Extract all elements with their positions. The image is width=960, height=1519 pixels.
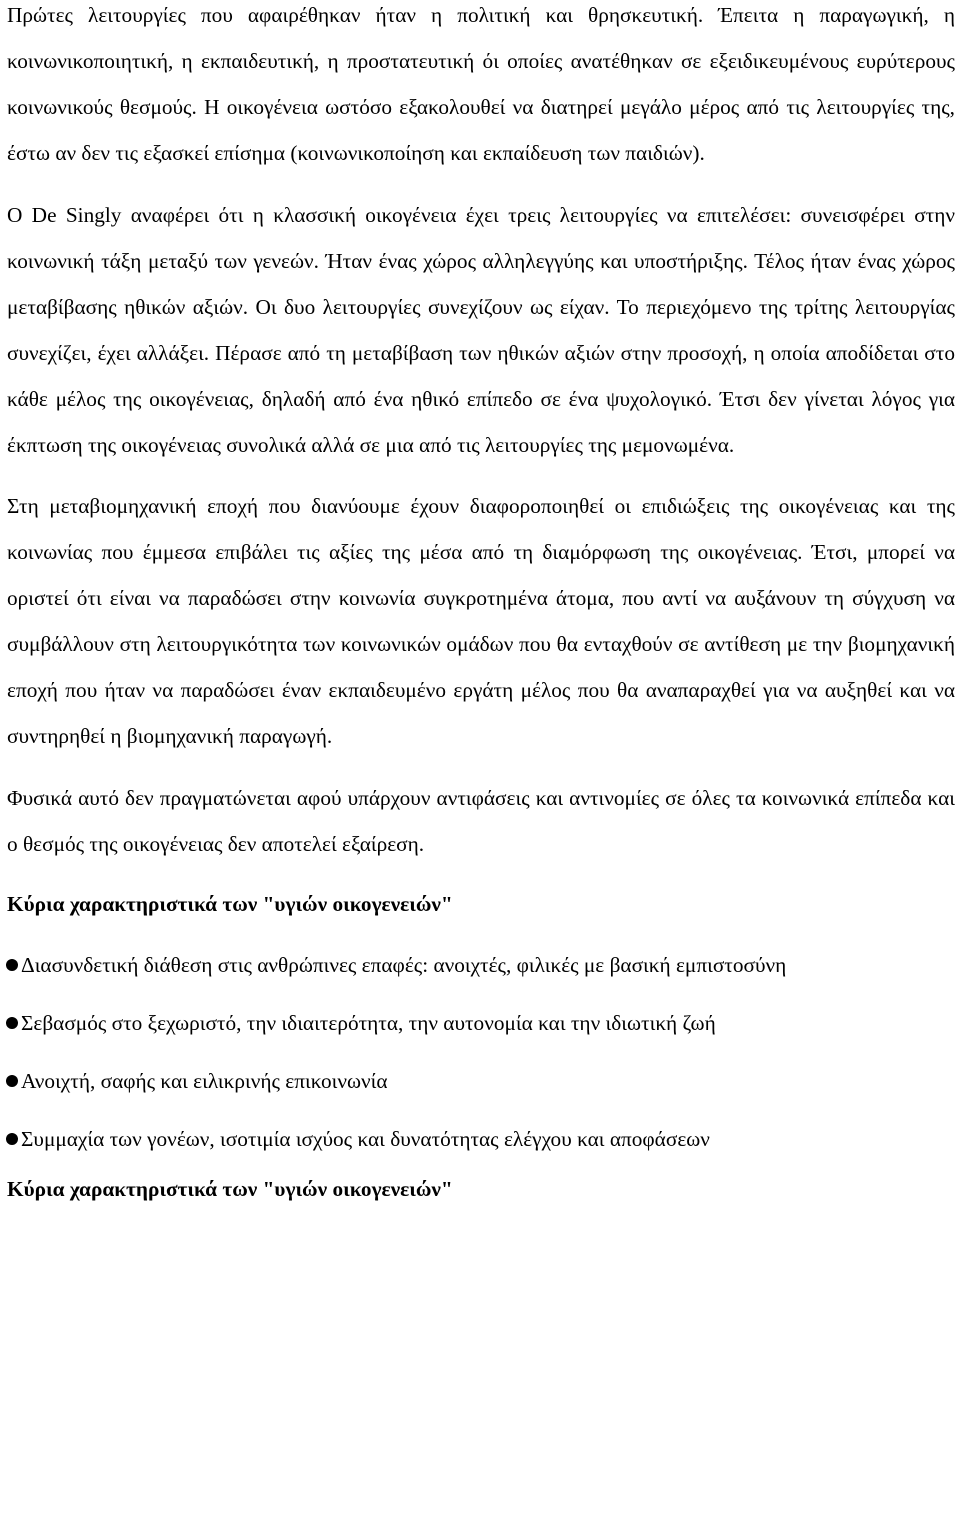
paragraph-contradictions: Φυσικά αυτό δεν πραγματώνεται αφού υπάρχουν αντιφάσεις και αντινομίες σε όλες τα κοινωνικά επίπεδα και ο θεσμός της οικογένειας δεν αποτελεί εξαίρεση. [7,786,955,856]
bullet-icon [6,1133,18,1145]
list-item [7,1116,955,1162]
document-page [7,0,955,1212]
bullet-icon [6,1017,18,1029]
paragraph-de-singly: Ο De Singly αναφέρει ότι η κλασσική οικογένεια έχει τρεις λειτουργίες να επιτελέσει: συνεισφέρει στην κοινωνική τάξη μεταξύ των γενεών. Ήταν ένας χώρος αλληλεγγύης και υποστήριξης. Τέλος ήταν ένας χώρος μεταβίβασης ηθικών αξιών. Οι δυο λειτουργίες συνεχίζουν ως είχαν. Το περιεχόμενο της τρίτης λειτουργίας συνεχίζει, έχει αλλάξει. Πέρασε από τη μεταβίβαση των ηθικών αξιών στην προσοχή, η οποία αποδίδεται στο κάθε μέλος της οικογένειας, δηλαδή από ένα ηθικό επίπεδο σε ένα ψυχολογικό. Έτσι δεν γίνεται λόγος για έκπτωση της οικογένειας συνολικά αλλά σε μια από τις λειτουργίες της μεμονωμένα. [7,203,955,457]
bullet-icon [6,959,18,971]
section-heading-repeat: Κύρια χαρακτηριστικά των "υγιών οικογενειών" [7,1177,453,1201]
list-item [7,942,955,988]
list-item-text: Συμμαχία των γονέων, ισοτιμία ισχύος και δυνατότητας ελέγχου και αποφάσεων [21,1127,710,1151]
list-item [7,1000,955,1046]
list-item-text: Σεβασμός στο ξεχωριστό, την ιδιαιτερότητα, την αυτονομία και την ιδιωτική ζωή [21,1011,716,1035]
characteristics-list [7,942,955,1162]
paragraph-family-functions-removed: Πρώτες λειτουργίες που αφαιρέθηκαν ήταν η πολιτική και θρησκευτική. Έπειτα η παραγωγική, η κοινωνικοποιητική, η εκπαιδευτική, η προστατευτική όι οποίες ανατέθηκαν σε εξειδικευμένους ευρύτερους κοινωνικούς θεσμούς. Η οικογένεια ωστόσο εξακολουθεί να διατηρεί μεγάλο μέρος από τις λειτουργίες της, έστω αν δεν τις εξασκεί επίσημα (κοινωνικοποίηση και εκπαίδευση των παιδιών). [7,3,955,165]
list-item-text: Ανοιχτή, σαφής και ειλικρινής επικοινωνία [21,1069,388,1093]
section-heading: Κύρια χαρακτηριστικά των "υγιών οικογενειών" [7,892,453,916]
list-item-text: Διασυνδετική διάθεση στις ανθρώπινες επαφές: ανοιχτές, φιλικές με βασική εμπιστοσύνη [21,953,787,977]
paragraph-post-industrial-era: Στη μεταβιομηχανική εποχή που διανύουμε έχουν διαφοροποιηθεί οι επιδιώξεις της οικογένειας και της κοινωνίας που έμμεσα επιβάλει τις αξίες της μέσα από τη διαμόρφωση της οικογένειας. Έτσι, μπορεί να οριστεί ότι είναι να παραδώσει στην κοινωνία συγκροτημένα άτομα, που αντί να αυξάνουν τη σύγχυση να συμβάλλουν στη λειτουργικότητα των κοινωνικών ομάδων που θα ενταχθούν σε αντίθεση με την βιομηχανική εποχή που ήταν να παραδώσει έναν εκπαιδευμένο εργάτη μέλος που θα αναπαραχθεί για να αυξηθεί και να συντηρηθεί η βιομηχανική παραγωγή. [7,494,955,748]
bullet-icon [6,1075,18,1087]
list-item [7,1058,955,1104]
